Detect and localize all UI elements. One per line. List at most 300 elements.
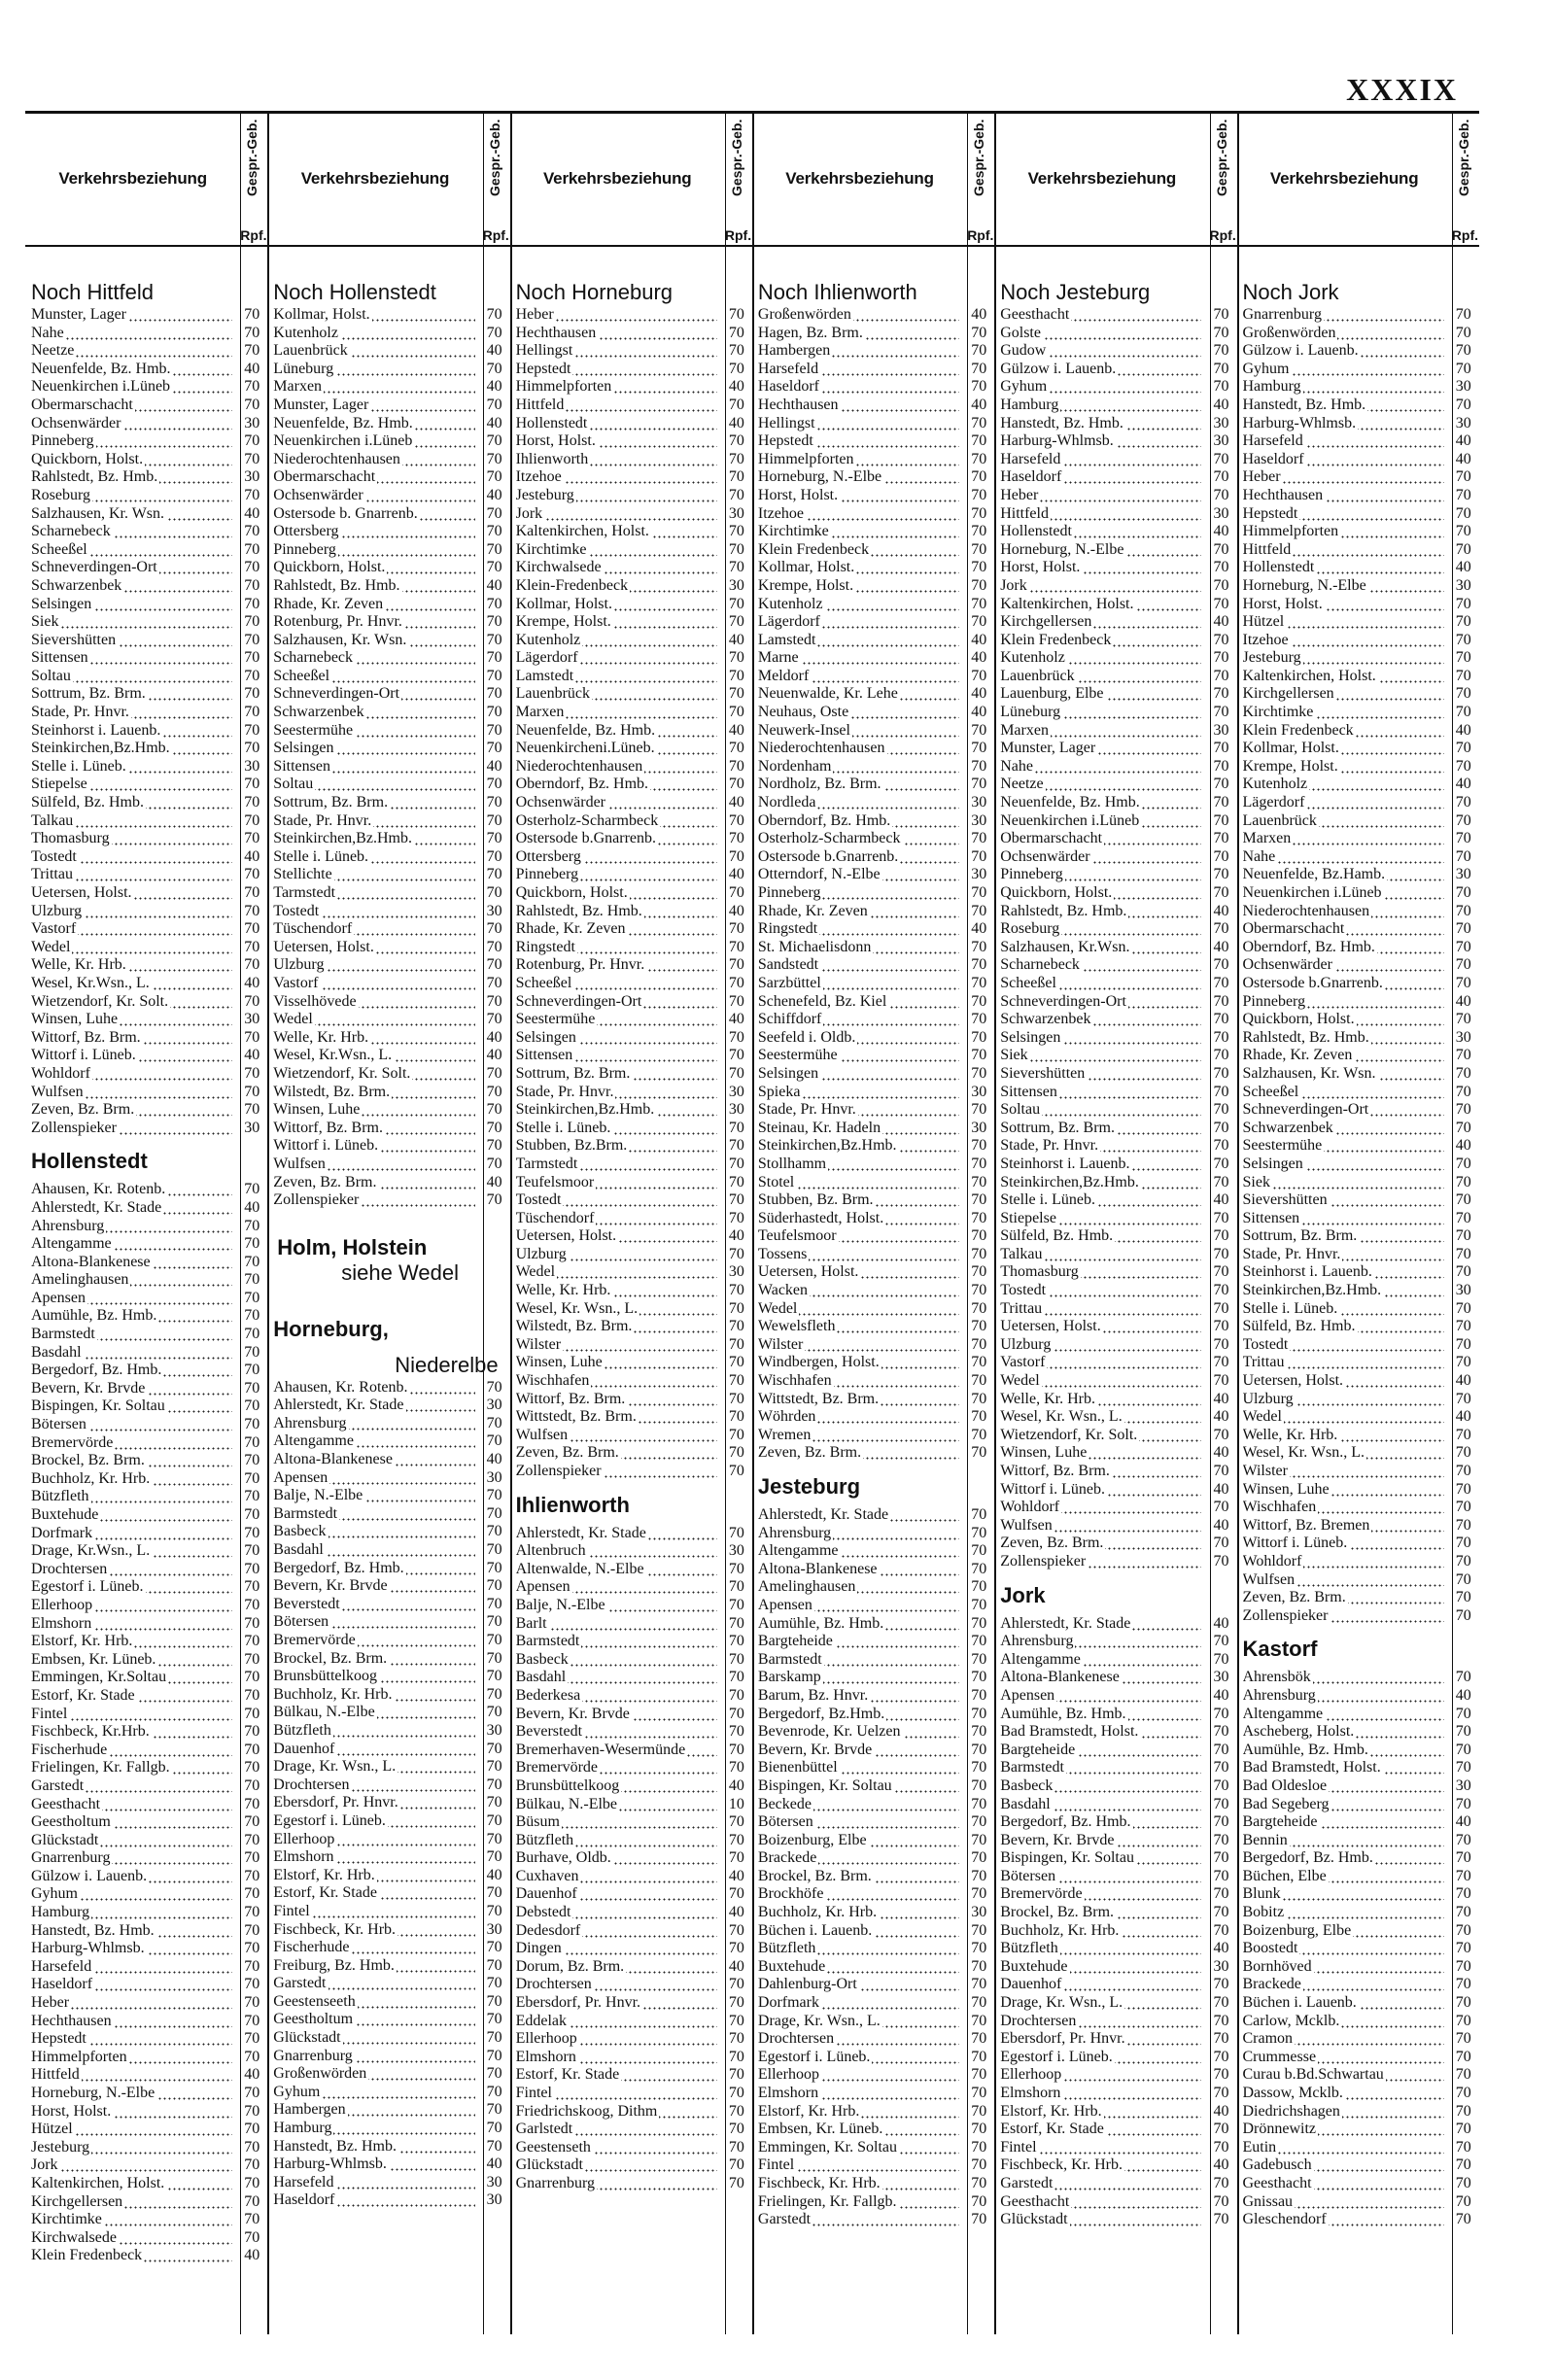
call-rate: 70 xyxy=(486,1595,502,1612)
table-row xyxy=(758,1904,988,1922)
location-cell xyxy=(758,2121,959,2139)
call-rate: 70 xyxy=(728,1723,744,1741)
location-cell xyxy=(758,794,959,812)
table-row xyxy=(273,1174,503,1192)
call-rate: 70 xyxy=(1455,486,1471,503)
location-name: Dorum, Bz. Brm. xyxy=(515,1957,625,1975)
location-name: Ochsenwärder xyxy=(1242,956,1332,974)
rate-header xyxy=(242,115,267,243)
table-row xyxy=(273,2065,503,2084)
table-row xyxy=(1243,1427,1473,1445)
location-cell xyxy=(273,1011,474,1029)
location-cell xyxy=(516,2066,717,2085)
location-cell xyxy=(758,1542,959,1561)
location-name: Zeven, Bz. Brm. xyxy=(515,1444,619,1462)
table-row xyxy=(31,1994,261,2013)
table-row xyxy=(1000,1427,1230,1445)
location-name: Büchen i. Lauenb. xyxy=(757,1921,873,1939)
table-row xyxy=(758,1885,988,1904)
call-rate: 70 xyxy=(1213,342,1229,360)
location-cell xyxy=(758,830,959,848)
location-cell xyxy=(31,432,232,451)
location-cell xyxy=(273,1397,474,1415)
location-cell xyxy=(516,722,717,741)
location-name: Winsen, Luhe xyxy=(1000,1444,1088,1462)
location-cell xyxy=(516,685,717,704)
location-name: Elstorf, Kr. Hrb. xyxy=(273,1866,375,1883)
location-cell xyxy=(1243,920,1444,939)
call-rate: 70 xyxy=(971,450,987,467)
location-name: Ulzburg xyxy=(31,902,83,919)
call-rate: 70 xyxy=(728,1354,744,1371)
call-rate: 70 xyxy=(1455,1444,1471,1462)
table-row xyxy=(273,1794,503,1812)
location-name: Altona-Blankenese xyxy=(757,1560,878,1577)
call-rate: 70 xyxy=(971,1444,987,1462)
call-rate: 70 xyxy=(728,1390,744,1407)
call-rate: 70 xyxy=(728,523,744,540)
location-cell xyxy=(516,903,717,921)
table-row xyxy=(273,1867,503,1885)
table-row xyxy=(1243,939,1473,957)
call-rate: 70 xyxy=(971,559,987,576)
table-row xyxy=(516,1065,746,1084)
location-name: Amelinghausen xyxy=(31,1271,129,1289)
location-cell xyxy=(273,1704,474,1722)
table-row xyxy=(31,1380,261,1398)
table-row xyxy=(273,830,503,848)
call-rate: 70 xyxy=(971,667,987,684)
table-row xyxy=(1000,920,1230,939)
location-name: Scheeßel xyxy=(1242,1083,1299,1100)
location-name: Estorf, Kr. Stade xyxy=(31,1686,135,1704)
location-cell xyxy=(758,1174,959,1192)
location-name: Elmshorn xyxy=(273,1848,334,1866)
location-cell xyxy=(273,2101,474,2120)
call-rate: 70 xyxy=(1455,1831,1471,1848)
call-rate: 70 xyxy=(244,1994,260,2012)
location-name: Schiffdorf xyxy=(757,1011,822,1028)
location-cell xyxy=(1243,1589,1444,1607)
call-rate: 30 xyxy=(486,2173,502,2190)
location-name: Niederochtenhausen xyxy=(515,757,643,775)
location-cell xyxy=(1243,1282,1444,1300)
call-rate: 70 xyxy=(1455,540,1471,558)
location-cell xyxy=(1000,1029,1201,1048)
table-row xyxy=(273,1993,503,2012)
call-rate: 70 xyxy=(728,2030,744,2048)
location-name: Oberndorf, Bz. Hmb. xyxy=(757,811,891,829)
location-cell xyxy=(31,1958,232,1977)
location-cell xyxy=(516,1940,717,1958)
location-cell xyxy=(31,1687,232,1706)
call-rate: 40 xyxy=(971,306,987,323)
table-row xyxy=(1243,1759,1473,1777)
location-cell xyxy=(516,451,717,469)
location-name: Wulfsen xyxy=(515,1426,569,1443)
location-cell xyxy=(273,794,474,812)
location-name: Wittorf, Bz. Brm. xyxy=(515,1390,626,1407)
location-cell xyxy=(1000,776,1201,794)
location-cell xyxy=(31,613,232,632)
call-rate: 70 xyxy=(971,830,987,847)
call-rate: 70 xyxy=(244,2211,260,2228)
call-rate: 30 xyxy=(486,1920,502,1938)
call-rate: 70 xyxy=(1455,1552,1471,1569)
location-cell xyxy=(516,1615,717,1634)
location-cell xyxy=(273,1505,474,1524)
location-cell xyxy=(516,848,717,867)
location-cell xyxy=(758,1137,959,1156)
location-name: Quickborn, Holst. xyxy=(1242,1011,1355,1028)
section-title: Jork xyxy=(1000,1582,1046,1607)
call-rate: 70 xyxy=(486,992,502,1010)
location-name: Neuenkirchen i.Lüneb xyxy=(273,432,413,450)
location-name: Zeven, Bz. Brm. xyxy=(273,1173,377,1190)
table-row xyxy=(31,1290,261,1308)
call-rate: 70 xyxy=(486,1704,502,1721)
table-row xyxy=(31,2229,261,2248)
table-row xyxy=(31,1777,261,1796)
location-name: Bevern, Kr. Brvde xyxy=(1000,1831,1115,1848)
location-name: Harburg-Whlmsb. xyxy=(31,1940,145,1957)
location-name: Hollenstedt xyxy=(1242,559,1315,576)
location-name: Kollmar, Holst. xyxy=(1242,740,1339,757)
call-rate: 40 xyxy=(1213,1516,1229,1534)
location-name: Ellerhoop xyxy=(515,2030,577,2048)
call-rate: 40 xyxy=(1213,1614,1229,1632)
call-rate: 70 xyxy=(244,1181,260,1198)
table-row xyxy=(31,1362,261,1380)
table-row xyxy=(273,1686,503,1705)
table-row xyxy=(1243,2013,1473,2031)
table-row xyxy=(516,2139,746,2157)
table-row xyxy=(1000,2193,1230,2212)
call-rate: 40 xyxy=(1213,1686,1229,1704)
cross-reference xyxy=(273,1210,503,1305)
location-name: Garstedt xyxy=(757,2211,812,2228)
table-row xyxy=(273,523,503,541)
call-rate: 70 xyxy=(971,360,987,377)
call-rate: 70 xyxy=(971,1354,987,1371)
location-cell xyxy=(516,1282,717,1300)
location-name: Wacken xyxy=(757,1282,809,1299)
table-row xyxy=(1243,1481,1473,1500)
table-row xyxy=(31,523,261,541)
location-name: Dauenhof xyxy=(515,1885,577,1903)
table-row xyxy=(273,1975,503,1993)
call-rate: 70 xyxy=(971,1741,987,1758)
location-name: Bremervörde xyxy=(515,1759,598,1776)
call-rate: 70 xyxy=(1455,2066,1471,2084)
location-name: Selsingen xyxy=(31,595,92,612)
call-rate: 70 xyxy=(244,1904,260,1921)
location-cell xyxy=(31,1742,232,1760)
rate-header xyxy=(482,115,510,243)
location-cell xyxy=(1000,1499,1201,1517)
location-name: Geestenseeth xyxy=(273,1992,356,2010)
location-name: Bad Bramstedt, Holst. xyxy=(1000,1723,1139,1741)
call-rate: 70 xyxy=(728,920,744,938)
table-row xyxy=(758,1994,988,2013)
location-cell xyxy=(1000,830,1201,848)
location-cell xyxy=(1000,848,1201,867)
table-row xyxy=(1243,415,1473,433)
call-rate: 40 xyxy=(486,1047,502,1064)
location-cell xyxy=(516,523,717,541)
location-cell xyxy=(516,1354,717,1372)
location-name: Bötersen xyxy=(31,1416,86,1433)
table-row xyxy=(1243,505,1473,524)
location-name: Barskamp xyxy=(757,1669,821,1686)
location-name: Schneverdingen-Ort xyxy=(31,559,157,576)
call-rate: 30 xyxy=(486,1397,502,1414)
location-name: Drage, Kr. Wsn., L. xyxy=(1000,1994,1123,2012)
location-cell xyxy=(31,2139,232,2157)
location-cell xyxy=(1000,1444,1201,1463)
table-row xyxy=(758,397,988,415)
location-cell xyxy=(1243,758,1444,776)
table-row xyxy=(1243,1156,1473,1174)
location-cell xyxy=(273,1794,474,1812)
rate-header-label: Gespr.-Geb. xyxy=(1213,119,1229,196)
call-rate: 70 xyxy=(486,1649,502,1667)
location-name: Siek xyxy=(1000,1047,1028,1064)
call-rate: 70 xyxy=(1213,1101,1229,1119)
call-rate: 70 xyxy=(1455,1354,1471,1371)
location-name: Klein Fredenbeck xyxy=(1000,631,1112,648)
location-name: Dauenhof xyxy=(273,1740,335,1757)
table-row xyxy=(273,632,503,650)
call-rate: 70 xyxy=(486,468,502,486)
location-cell xyxy=(31,1578,232,1597)
table-row xyxy=(1000,361,1230,379)
call-rate: 70 xyxy=(486,1830,502,1847)
location-cell xyxy=(516,740,717,758)
location-cell xyxy=(758,1759,959,1777)
location-cell xyxy=(516,704,717,722)
call-rate: 70 xyxy=(971,1390,987,1407)
location-cell xyxy=(1000,866,1201,884)
call-rate: 70 xyxy=(1455,1723,1471,1741)
section-title: Ihlienworth xyxy=(515,1492,630,1517)
location-name: Zollenspieker xyxy=(1242,1606,1329,1624)
location-name: Altona-Blankenese xyxy=(1000,1669,1120,1686)
call-rate: 70 xyxy=(486,432,502,450)
table-row xyxy=(1000,848,1230,867)
location-name: Ottersberg xyxy=(515,847,581,865)
location-cell xyxy=(1243,903,1444,921)
table-row xyxy=(758,632,988,650)
location-name: Buxtehude xyxy=(31,1506,99,1523)
location-cell xyxy=(758,1796,959,1814)
location-name: Wohldorf xyxy=(1242,1552,1302,1569)
table-row xyxy=(516,685,746,704)
location-cell xyxy=(758,903,959,921)
location-cell xyxy=(273,1650,474,1669)
call-rate: 70 xyxy=(971,974,987,991)
location-name: Vastorf xyxy=(1000,1354,1046,1371)
location-name: Glückstadt xyxy=(273,2029,341,2047)
location-cell xyxy=(758,613,959,632)
location-cell xyxy=(31,596,232,614)
call-rate: 70 xyxy=(1455,2174,1471,2191)
call-rate: 70 xyxy=(971,324,987,341)
table-row xyxy=(1000,975,1230,993)
location-cell xyxy=(31,920,232,939)
call-rate: 70 xyxy=(486,1432,502,1450)
location-name: Sarzbüttel xyxy=(757,974,821,991)
location-name: Ulzburg xyxy=(1000,1335,1052,1353)
call-rate: 40 xyxy=(1213,1191,1229,1209)
location-name: Buchholz, Kr. Hrb. xyxy=(757,1904,878,1921)
call-rate: 70 xyxy=(1213,704,1229,721)
location-name: Zeven, Bz. Brm. xyxy=(31,1101,135,1119)
location-cell xyxy=(516,956,717,975)
location-name: Lamstedt xyxy=(515,667,574,684)
table-row xyxy=(1243,1282,1473,1300)
table-row xyxy=(516,884,746,903)
location-name: Elstorf, Kr. Hrb. xyxy=(31,1633,133,1650)
table-row xyxy=(31,1832,261,1850)
call-rate: 70 xyxy=(1455,468,1471,486)
call-rate: 30 xyxy=(971,811,987,829)
location-cell xyxy=(273,1812,474,1831)
location-cell xyxy=(516,487,717,505)
call-rate: 70 xyxy=(1213,540,1229,558)
location-cell xyxy=(31,632,232,650)
location-cell xyxy=(1243,1499,1444,1517)
table-row xyxy=(1243,884,1473,903)
call-rate: 70 xyxy=(486,1191,502,1209)
location-name: Rhade, Kr. Zeven xyxy=(1242,1047,1353,1064)
call-rate: 70 xyxy=(486,884,502,901)
table-row xyxy=(1243,1553,1473,1571)
location-cell xyxy=(1000,1922,1201,1941)
table-row xyxy=(273,920,503,939)
location-cell xyxy=(1000,1994,1201,2013)
location-cell xyxy=(516,975,717,993)
table-row xyxy=(1000,1137,1230,1156)
table-row xyxy=(1243,559,1473,577)
location-name: Steinkirchen,Bz.Hmb. xyxy=(515,1101,655,1119)
location-name: Basdahl xyxy=(1000,1795,1051,1812)
location-cell xyxy=(31,2013,232,2031)
table-row xyxy=(273,1596,503,1614)
table-row xyxy=(758,812,988,831)
table-row xyxy=(758,1427,988,1445)
table-row xyxy=(273,1668,503,1686)
location-cell xyxy=(1000,468,1201,487)
table-row xyxy=(516,2066,746,2085)
location-name: Steinkirchen,Bz.Hmb. xyxy=(757,1137,897,1155)
location-name: Boizenburg, Elbe xyxy=(757,1831,867,1848)
table-row xyxy=(516,306,746,325)
table-row xyxy=(516,596,746,614)
table-row xyxy=(516,1354,746,1372)
call-rate: 70 xyxy=(728,2156,744,2174)
table-row xyxy=(273,342,503,361)
location-cell xyxy=(516,1156,717,1174)
table-row xyxy=(758,2121,988,2139)
location-cell xyxy=(1000,613,1201,632)
location-name: Kaltenkirchen, Holst. xyxy=(1242,667,1376,684)
table-row xyxy=(31,1199,261,1218)
location-cell xyxy=(31,397,232,415)
call-rate: 70 xyxy=(244,1885,260,1903)
table-row xyxy=(516,1669,746,1687)
location-name: Marxen xyxy=(273,378,323,396)
location-name: Dauenhof xyxy=(1000,1976,1062,1993)
location-name: Hechthausen xyxy=(757,396,839,413)
table-row xyxy=(31,361,261,379)
location-cell xyxy=(516,541,717,560)
call-rate: 40 xyxy=(244,847,260,865)
call-rate: 40 xyxy=(728,631,744,648)
location-name: Neetze xyxy=(1000,776,1044,793)
table-row xyxy=(273,1415,503,1433)
table-row xyxy=(516,378,746,397)
location-cell xyxy=(31,1669,232,1687)
location-name: Cuxhaven xyxy=(515,1867,579,1884)
table-row xyxy=(758,1687,988,1706)
call-rate: 70 xyxy=(1455,1463,1471,1479)
table-row xyxy=(273,812,503,831)
location-name: Tostedt xyxy=(31,847,77,865)
location-name: Wremen xyxy=(757,1426,812,1443)
location-cell xyxy=(1243,1137,1444,1156)
location-name: Tarmstedt xyxy=(273,884,336,901)
location-cell xyxy=(273,649,474,668)
location-name: Lüneburg xyxy=(273,360,334,377)
location-cell xyxy=(1000,505,1201,524)
table-row xyxy=(1000,1553,1230,1571)
location-cell xyxy=(31,1029,232,1048)
table-row xyxy=(1000,2139,1230,2157)
location-name: Ahrensbök xyxy=(1242,1669,1311,1686)
location-cell xyxy=(273,1776,474,1795)
location-name: Estorf, Kr. Stade xyxy=(515,2066,620,2084)
location-cell xyxy=(1243,1246,1444,1264)
location-cell xyxy=(516,1849,717,1868)
table-row xyxy=(273,956,503,975)
table-row xyxy=(516,1904,746,1922)
location-cell xyxy=(1000,1940,1201,1958)
location-name: Beckede xyxy=(757,1795,812,1812)
table-row xyxy=(1243,1101,1473,1120)
location-cell xyxy=(1243,1227,1444,1246)
section-title: Noch Hittfeld xyxy=(31,280,154,304)
location-name: Neuenfelde, Bz. Hmb. xyxy=(1000,794,1140,811)
location-name: Wulfsen xyxy=(273,1155,326,1172)
location-cell xyxy=(1000,1723,1201,1742)
call-rate: 70 xyxy=(486,523,502,540)
table-row xyxy=(758,2030,988,2049)
location-cell xyxy=(273,613,474,632)
location-cell xyxy=(1243,577,1444,596)
location-name: Altengamme xyxy=(1000,1650,1081,1668)
location-name: Brunsbüttelkoog xyxy=(515,1776,620,1794)
location-cell xyxy=(1000,1318,1201,1336)
location-name: Bederkesa xyxy=(515,1686,581,1704)
call-rate: 30 xyxy=(244,1011,260,1028)
call-rate: 70 xyxy=(244,559,260,576)
call-rate: 70 xyxy=(728,1318,744,1335)
table-row xyxy=(1000,1633,1230,1651)
call-rate: 70 xyxy=(971,1506,987,1523)
location-name: Hittfeld xyxy=(31,2066,80,2084)
location-cell xyxy=(516,1796,717,1814)
